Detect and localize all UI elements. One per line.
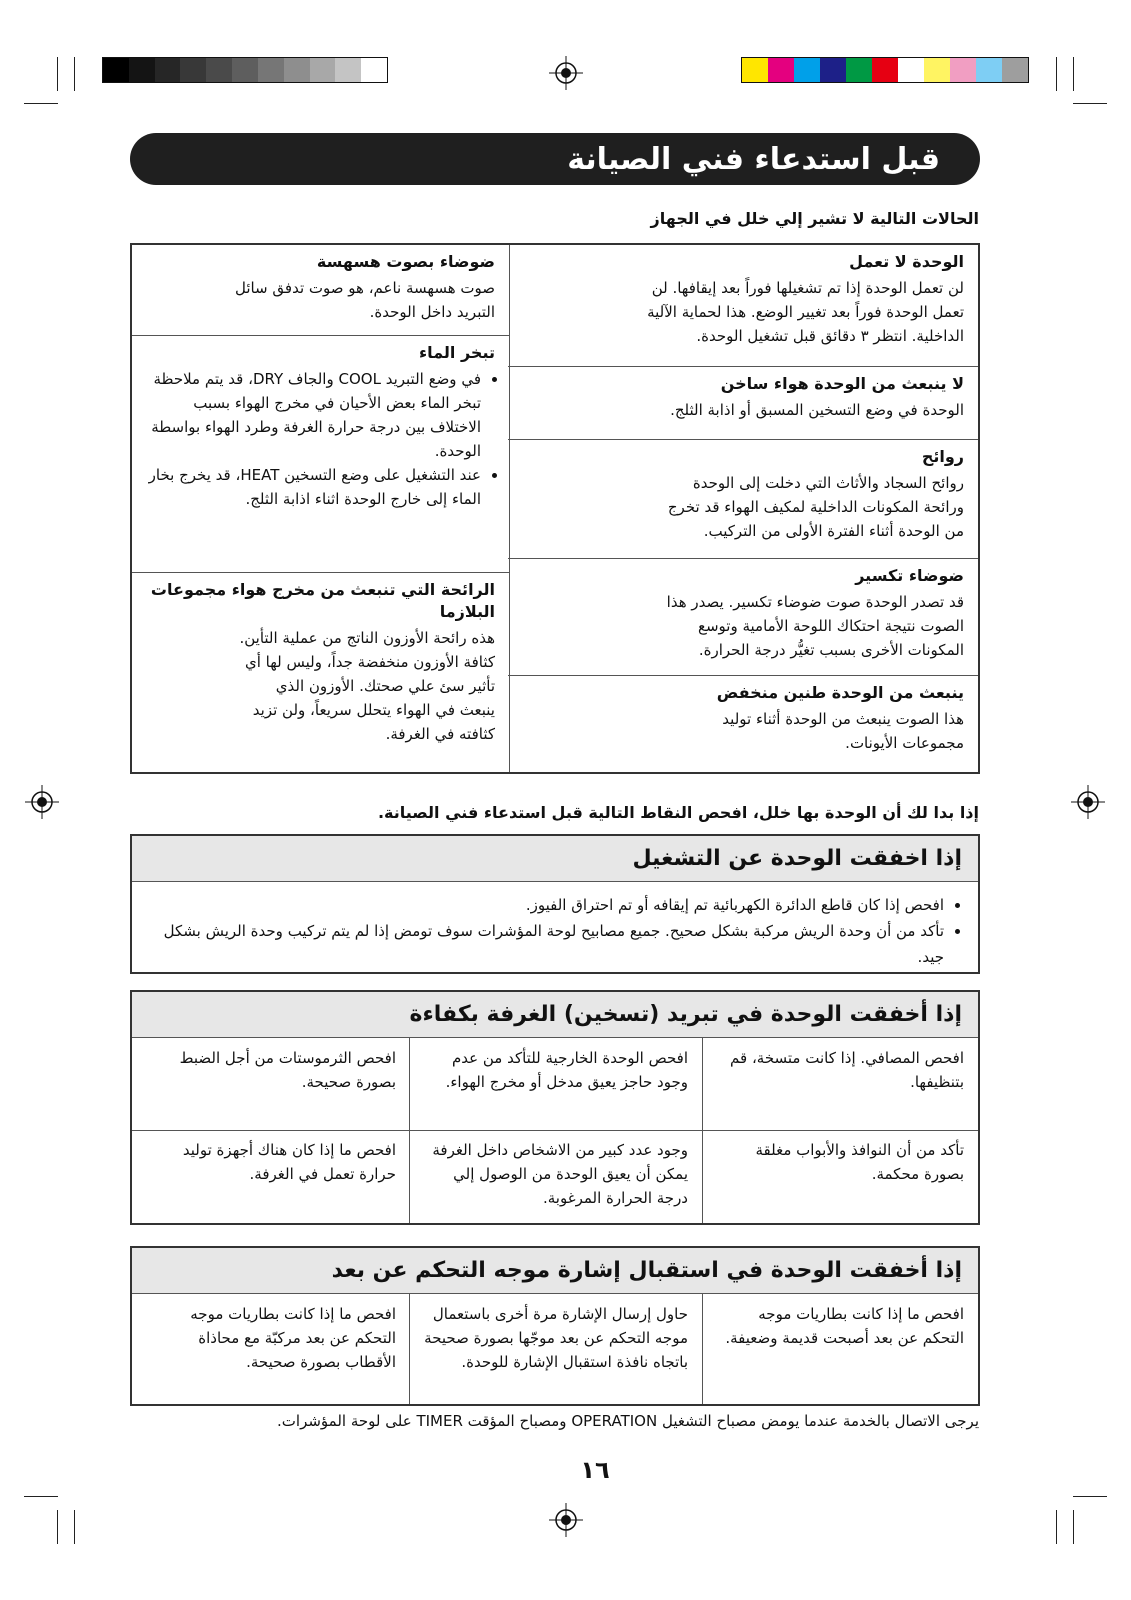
condition-heading: الوحدة لا تعمل bbox=[849, 252, 964, 271]
condition-hissing-noise bbox=[132, 245, 509, 335]
section-heading: إذا اخفقت الوحدة عن التشغيل bbox=[132, 836, 978, 882]
check-text: تأكد من أن النوافذ والأبواب مغلقة بصورة محكمة. bbox=[755, 1141, 964, 1183]
troubleshooting-notice: إذا بدا لك أن الوحدة بها خلل، افحص النقاط التالية قبل استدعاء فني الصيانة. bbox=[377, 803, 979, 822]
registration-mark-icon bbox=[1071, 785, 1105, 819]
calibration-swatch bbox=[976, 58, 1002, 82]
check-cell bbox=[410, 1040, 702, 1130]
crop-mark bbox=[57, 1510, 58, 1544]
condition-text: التبريد داخل الوحدة. bbox=[369, 303, 495, 321]
page-title-banner bbox=[130, 133, 980, 185]
check-cell bbox=[132, 1296, 410, 1404]
calibration-swatch bbox=[103, 58, 129, 82]
calibration-swatch bbox=[310, 58, 336, 82]
check-text: افحص ما إذا كانت بطاريات موجه التحكم عن بعد أصبحت قديمة وضعيفة. bbox=[725, 1305, 964, 1347]
crop-mark bbox=[24, 103, 58, 104]
crop-mark bbox=[1056, 1510, 1057, 1544]
crop-mark bbox=[74, 57, 75, 91]
condition-text: لن تعمل الوحدة إذا تم تشغيلها فوراً بعد إيقافها. لن bbox=[651, 279, 964, 297]
calibration-swatch bbox=[794, 58, 820, 82]
condition-heading: ضوضاء بصوت هسهسة bbox=[316, 252, 495, 271]
calibration-swatch bbox=[361, 58, 387, 82]
calibration-swatch bbox=[768, 58, 794, 82]
calibration-swatch bbox=[872, 58, 898, 82]
condition-text: من الوحدة أثناء الفترة الأولى من التركيب. bbox=[703, 522, 964, 540]
condition-text: المكونات الأخرى بسبب تغيُّر درجة الحرارة. bbox=[698, 641, 964, 659]
calibration-swatch bbox=[335, 58, 361, 82]
crop-mark bbox=[1073, 1496, 1107, 1497]
condition-bullet: • في وضع التبريد COOL والجاف DRY، قد يتم ملاحظة تبخر الماء بعض الأحيان في مخرج الهواء بسبب الاختلاف بين درجة حرارة الغرفة وطرد الهواء بواسطة الوحدة. bbox=[146, 367, 481, 463]
condition-text: تأثير سئ علي صحتك. الأوزون الذي bbox=[275, 677, 495, 695]
calibration-swatch bbox=[284, 58, 310, 82]
condition-text: روائح السجاد والأثاث التي دخلت إلى الوحدة bbox=[692, 474, 964, 492]
condition-text: هذه رائحة الأوزون الناتج من عملية التأين. bbox=[239, 629, 495, 647]
condition-text: كثافته في الغرفة. bbox=[385, 725, 495, 743]
registration-mark-icon bbox=[549, 1503, 583, 1537]
condition-text: صوت هسهسة ناعم، هو صوت تدفق سائل bbox=[234, 279, 495, 297]
check-text: افحص ما إذا كانت بطاريات موجه التحكم عن بعد مركبّة مع محاذاة الأقطاب بصورة صحيحة. bbox=[190, 1305, 396, 1371]
calibration-swatch bbox=[129, 58, 155, 82]
condition-water-vapor bbox=[132, 336, 509, 572]
check-cell bbox=[703, 1296, 978, 1404]
condition-bullet: • عند التشغيل على وضع التسخين HEAT، قد يخرج بخار الماء إلى خارج الوحدة اثناء اذابة الثلج. bbox=[146, 463, 481, 511]
calibration-swatch bbox=[206, 58, 232, 82]
condition-text: هذا الصوت ينبعث من الوحدة أثناء توليد bbox=[722, 710, 964, 728]
condition-text: مجموعات الأيونات. bbox=[845, 734, 964, 752]
condition-text: ينبعث في الهواء يتحلل سريعاً، ولن تزيد bbox=[252, 701, 495, 719]
check-text: افحص الثرموستات من أجل الضبط بصورة صحيحة. bbox=[179, 1049, 396, 1091]
condition-odors bbox=[508, 440, 978, 558]
crop-mark bbox=[57, 57, 58, 91]
condition-cracking-noise bbox=[508, 559, 978, 675]
condition-text: الداخلية. انتظر ٣ دقائق قبل تشغيل الوحدة. bbox=[696, 327, 964, 345]
section-unit-fails-to-start bbox=[130, 834, 980, 974]
check-text: حاول إرسال الإشارة مرة أخرى باستعمال موجه التحكم عن بعد موجّها بصورة صحيحة باتجاه نافذة استقبال الإشارة للوحدة. bbox=[424, 1305, 688, 1371]
section-cooling-heating-inefficient bbox=[130, 990, 980, 1225]
check-cell bbox=[410, 1296, 702, 1404]
page-title: قبل استدعاء فني الصيانة bbox=[567, 141, 940, 177]
crop-mark bbox=[1073, 57, 1074, 91]
condition-text: الصوت نتيجة احتكاك اللوحة الأمامية وتوسع bbox=[697, 617, 964, 635]
check-text: افحص المصافي. إذا كانت متسخة، قم بتنظيفها. bbox=[730, 1049, 964, 1091]
check-item: • افحص إذا كان قاطع الدائرة الكهربائية تم إيقافه أو تم احتراق الفيوز. bbox=[152, 892, 944, 918]
condition-heading: تبخر الماء bbox=[419, 343, 495, 362]
check-cell bbox=[703, 1132, 978, 1222]
condition-low-hum bbox=[508, 676, 978, 772]
condition-text: تعمل الوحدة فوراً بعد تغيير الوضع. هذا لحماية الآلية bbox=[647, 303, 964, 321]
check-cell bbox=[410, 1132, 702, 1222]
condition-text: قد تصدر الوحدة صوت ضوضاء تكسير. يصدر هذا bbox=[666, 593, 964, 611]
registration-mark-icon bbox=[549, 56, 583, 90]
calibration-swatch bbox=[258, 58, 284, 82]
registration-mark-icon bbox=[25, 785, 59, 819]
condition-ozone-odor bbox=[132, 573, 509, 772]
condition-heading: الرائحة التي تنبعث من مخرج هواء مجموعات البلازما bbox=[150, 580, 495, 621]
calibration-swatch bbox=[846, 58, 872, 82]
section-heading: إذا أخفقت الوحدة في استقبال إشارة موجه التحكم عن بعد bbox=[132, 1248, 978, 1294]
calibration-swatch bbox=[924, 58, 950, 82]
calibration-swatch bbox=[950, 58, 976, 82]
section-remote-signal-failure bbox=[130, 1246, 980, 1406]
normal-conditions-table bbox=[130, 243, 980, 774]
condition-unit-not-working bbox=[508, 245, 978, 366]
calibration-swatch bbox=[820, 58, 846, 82]
page-number: ١٦ bbox=[580, 1456, 610, 1484]
section-heading: إذا أخفقت الوحدة في تبريد (تسخين) الغرفة بكفاءة bbox=[132, 992, 978, 1038]
calibration-swatch bbox=[742, 58, 768, 82]
check-item: • تأكد من أن وحدة الريش مركبة بشكل صحيح. جميع مصابيح لوحة المؤشرات سوف تومض إذا لم يتم تركيب وحدة الريش بشكل جيد. bbox=[152, 918, 944, 970]
calibration-swatch bbox=[232, 58, 258, 82]
calibration-swatch bbox=[180, 58, 206, 82]
condition-no-hot-air bbox=[508, 367, 978, 439]
crop-mark bbox=[1056, 57, 1057, 91]
section-subtitle: الحالات التالية لا تشير إلي خلل في الجهاز bbox=[650, 209, 979, 228]
check-cell bbox=[132, 1132, 410, 1222]
grayscale-calibration-bar bbox=[102, 57, 388, 83]
condition-heading: ضوضاء تكسير bbox=[855, 566, 964, 585]
check-text: افحص الوحدة الخارجية للتأكد من عدم وجود حاجز يعيق مدخل أو مخرج الهواء. bbox=[445, 1049, 688, 1091]
crop-mark bbox=[1073, 1510, 1074, 1544]
check-text: وجود عدد كبير من الاشخاص داخل الغرفة يمكن أن يعيق الوحدة من الوصول إلي درجة الحرارة المرغوبة. bbox=[432, 1141, 688, 1207]
calibration-swatch bbox=[898, 58, 924, 82]
row-divider bbox=[132, 1130, 978, 1131]
check-cell bbox=[132, 1040, 410, 1130]
condition-heading: لا ينبعث من الوحدة هواء ساخن bbox=[720, 374, 964, 393]
crop-mark bbox=[74, 1510, 75, 1544]
calibration-swatch bbox=[155, 58, 181, 82]
service-contact-note: يرجى الاتصال بالخدمة عندما يومض مصباح التشغيل OPERATION ومصباح المؤقت TIMER على لوحة المؤشرات. bbox=[277, 1412, 979, 1430]
condition-heading: روائح bbox=[921, 447, 964, 466]
condition-text: كثافة الأوزون منخفضة جداً، وليس لها أي bbox=[245, 653, 495, 671]
check-text: افحص ما إذا كان هناك أجهزة توليد حرارة تعمل في الغرفة. bbox=[182, 1141, 396, 1183]
crop-mark bbox=[24, 1496, 58, 1497]
check-cell bbox=[703, 1040, 978, 1130]
condition-text: الوحدة في وضع التسخين المسبق أو اذابة الثلج. bbox=[670, 401, 964, 419]
calibration-swatch bbox=[1002, 58, 1028, 82]
condition-heading: ينبعث من الوحدة طنين منخفض bbox=[716, 683, 964, 702]
condition-text: ورائحة المكونات الداخلية لمكيف الهواء قد تخرج bbox=[667, 498, 964, 516]
crop-mark bbox=[1073, 103, 1107, 104]
color-calibration-bar bbox=[741, 57, 1029, 83]
